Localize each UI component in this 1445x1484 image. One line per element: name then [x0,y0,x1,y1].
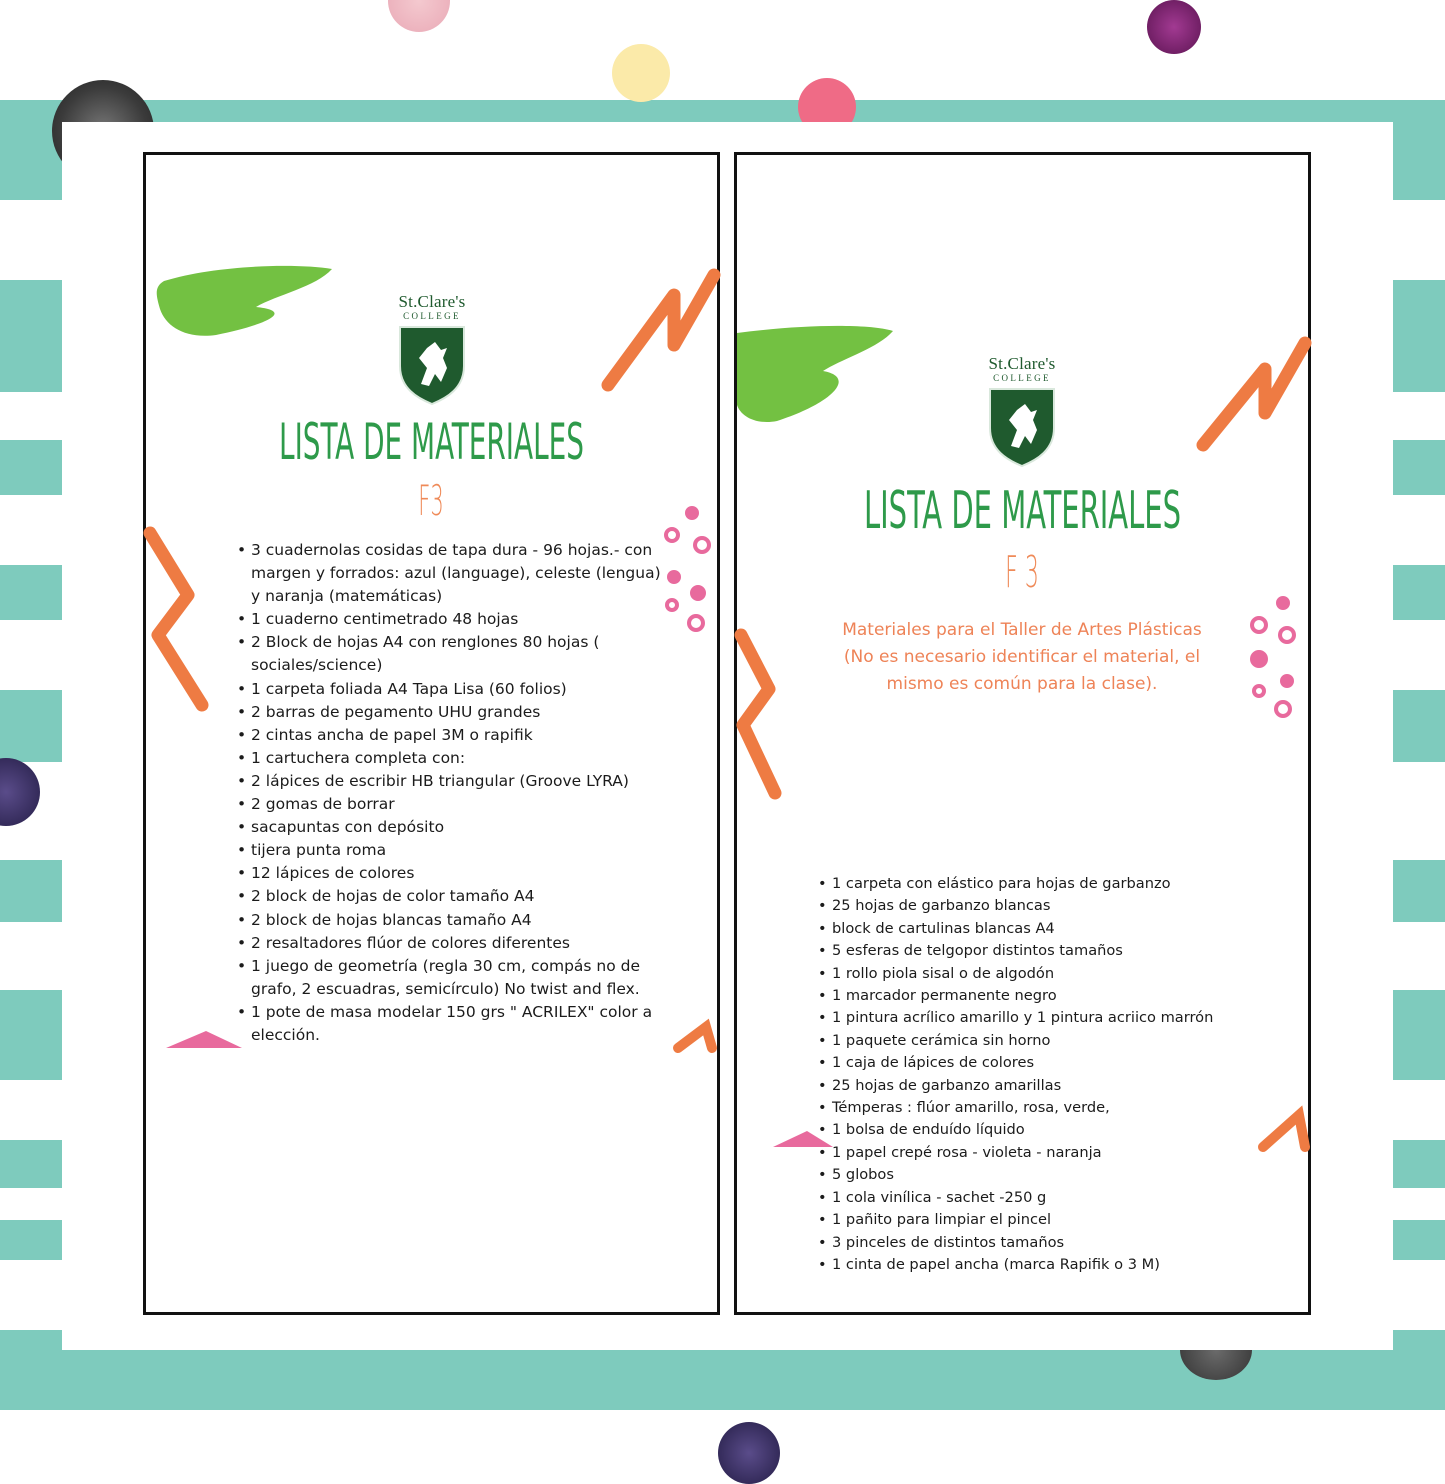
material-item: • 2 Block de hojas A4 con renglones 80 hojas ( sociales/science) [237,631,673,677]
right-panel [734,152,1311,1315]
material-item: • 2 gomas de borrar [237,793,673,816]
pink-dots-icon [1252,598,1294,716]
material-item: • 1 carpeta foliada A4 Tapa Lisa (60 folios) [237,678,673,701]
glitter-dot-icon [718,1422,780,1484]
intro-line: (No es necesario identificar el material, el [843,647,1201,667]
materials-list [237,539,673,1047]
material-item: • 1 carpeta con elástico para hojas de garbanzo [818,873,1288,895]
orange-zigzag-icon [1203,343,1305,445]
intro-line: mismo es común para la clase). [886,674,1158,694]
orange-zigzag-icon [608,275,714,385]
material-item: • tijera punta roma [237,839,673,862]
material-item: • 1 rollo piola sisal o de algodón [818,963,1288,985]
green-brush-stroke [737,326,893,422]
material-item: • 2 cintas ancha de papel 3M o rapifik [237,724,673,747]
material-item: • 1 bolsa de enduído líquido [818,1119,1288,1141]
pink-brush-stroke [166,1031,242,1048]
logo-name: St.Clare's [988,354,1056,373]
material-item: • 1 pote de masa modelar 150 grs " ACRILEX" color a elección. [237,1001,673,1047]
glitter-dot-icon [612,44,670,102]
logo-subtitle: COLLEGE [993,373,1051,383]
material-item: • 1 pintura acrílico amarillo y 1 pintura acriico marrón [818,1007,1288,1029]
material-item: • 1 cinta de papel ancha (marca Rapifik o 3 M) [818,1254,1288,1276]
material-item: • 1 cola vinílica - sachet -250 g [818,1187,1288,1209]
material-item: • 1 marcador permanente negro [818,985,1288,1007]
green-brush-stroke [157,266,332,336]
material-item: • 1 cartuchera completa con: [237,747,673,770]
left-card [146,265,717,1048]
material-item: • Témperas : flúor amarillo, rosa, verde, [818,1097,1288,1119]
material-item: • 1 cuaderno centimetrado 48 hojas [237,608,673,631]
glitter-dot-icon [1147,0,1201,54]
material-item: • 5 esferas de telgopor distintos tamaños [818,940,1288,962]
school-logo [382,293,482,406]
list-title: LISTA DE MATERIALES [863,481,1182,541]
material-item: • 3 pinceles de distintos tamaños [818,1232,1288,1254]
intro-line: Materiales para el Taller de Artes Plásticas [842,620,1202,640]
left-panel [143,152,720,1315]
school-shield-icon [987,386,1057,468]
right-card [737,325,1308,1273]
logo-subtitle: COLLEGE [403,311,461,321]
material-item: • sacapuntas con depósito [237,816,673,839]
list-title: LISTA DE MATERIALES [279,413,584,471]
materials-list [818,873,1288,1276]
grade-label: F 3 [1005,547,1039,598]
material-item: • 25 hojas de garbanzo amarillas [818,1075,1288,1097]
material-item: • block de cartulinas blancas A4 [818,918,1288,940]
material-item: • 2 resaltadores flúor de colores diferentes [237,932,673,955]
material-item: • 1 paquete cerámica sin horno [818,1030,1288,1052]
material-item: • 1 caja de lápices de colores [818,1052,1288,1074]
grade-label: F3 [418,476,444,525]
logo-name: St.Clare's [398,292,466,311]
material-item: • 1 juego de geometría (regla 30 cm, compás no de grafo, 2 escuadras, semicírculo) No twist and flex. [237,955,673,1001]
material-item: • 25 hojas de garbanzo blancas [818,895,1288,917]
school-logo [972,355,1072,468]
material-item: • 1 pañito para limpiar el pincel [818,1209,1288,1231]
orange-zigzag-icon [678,1027,712,1048]
orange-zigzag-icon [741,635,775,793]
material-item: • 2 barras de pegamento UHU grandes [237,701,673,724]
glitter-dot-icon [388,0,450,32]
orange-zigzag-icon [150,533,202,705]
material-item: • 2 block de hojas de color tamaño A4 [237,885,673,908]
school-shield-icon [397,324,467,406]
material-item: • 1 papel crepé rosa - violeta - naranja [818,1142,1288,1164]
material-item: • 2 block de hojas blancas tamaño A4 [237,909,673,932]
material-item: • 5 globos [818,1164,1288,1186]
glitter-dot-icon [0,758,40,826]
workshop-intro [787,617,1257,698]
material-item: • 12 lápices de colores [237,862,673,885]
material-item: • 3 cuadernolas cosidas de tapa dura - 96 hojas.- con margen y forrados: azul (language), celeste (lengua) y naranja (matemáticas) [237,539,673,608]
material-item: • 2 lápices de escribir HB triangular (Groove LYRA) [237,770,673,793]
